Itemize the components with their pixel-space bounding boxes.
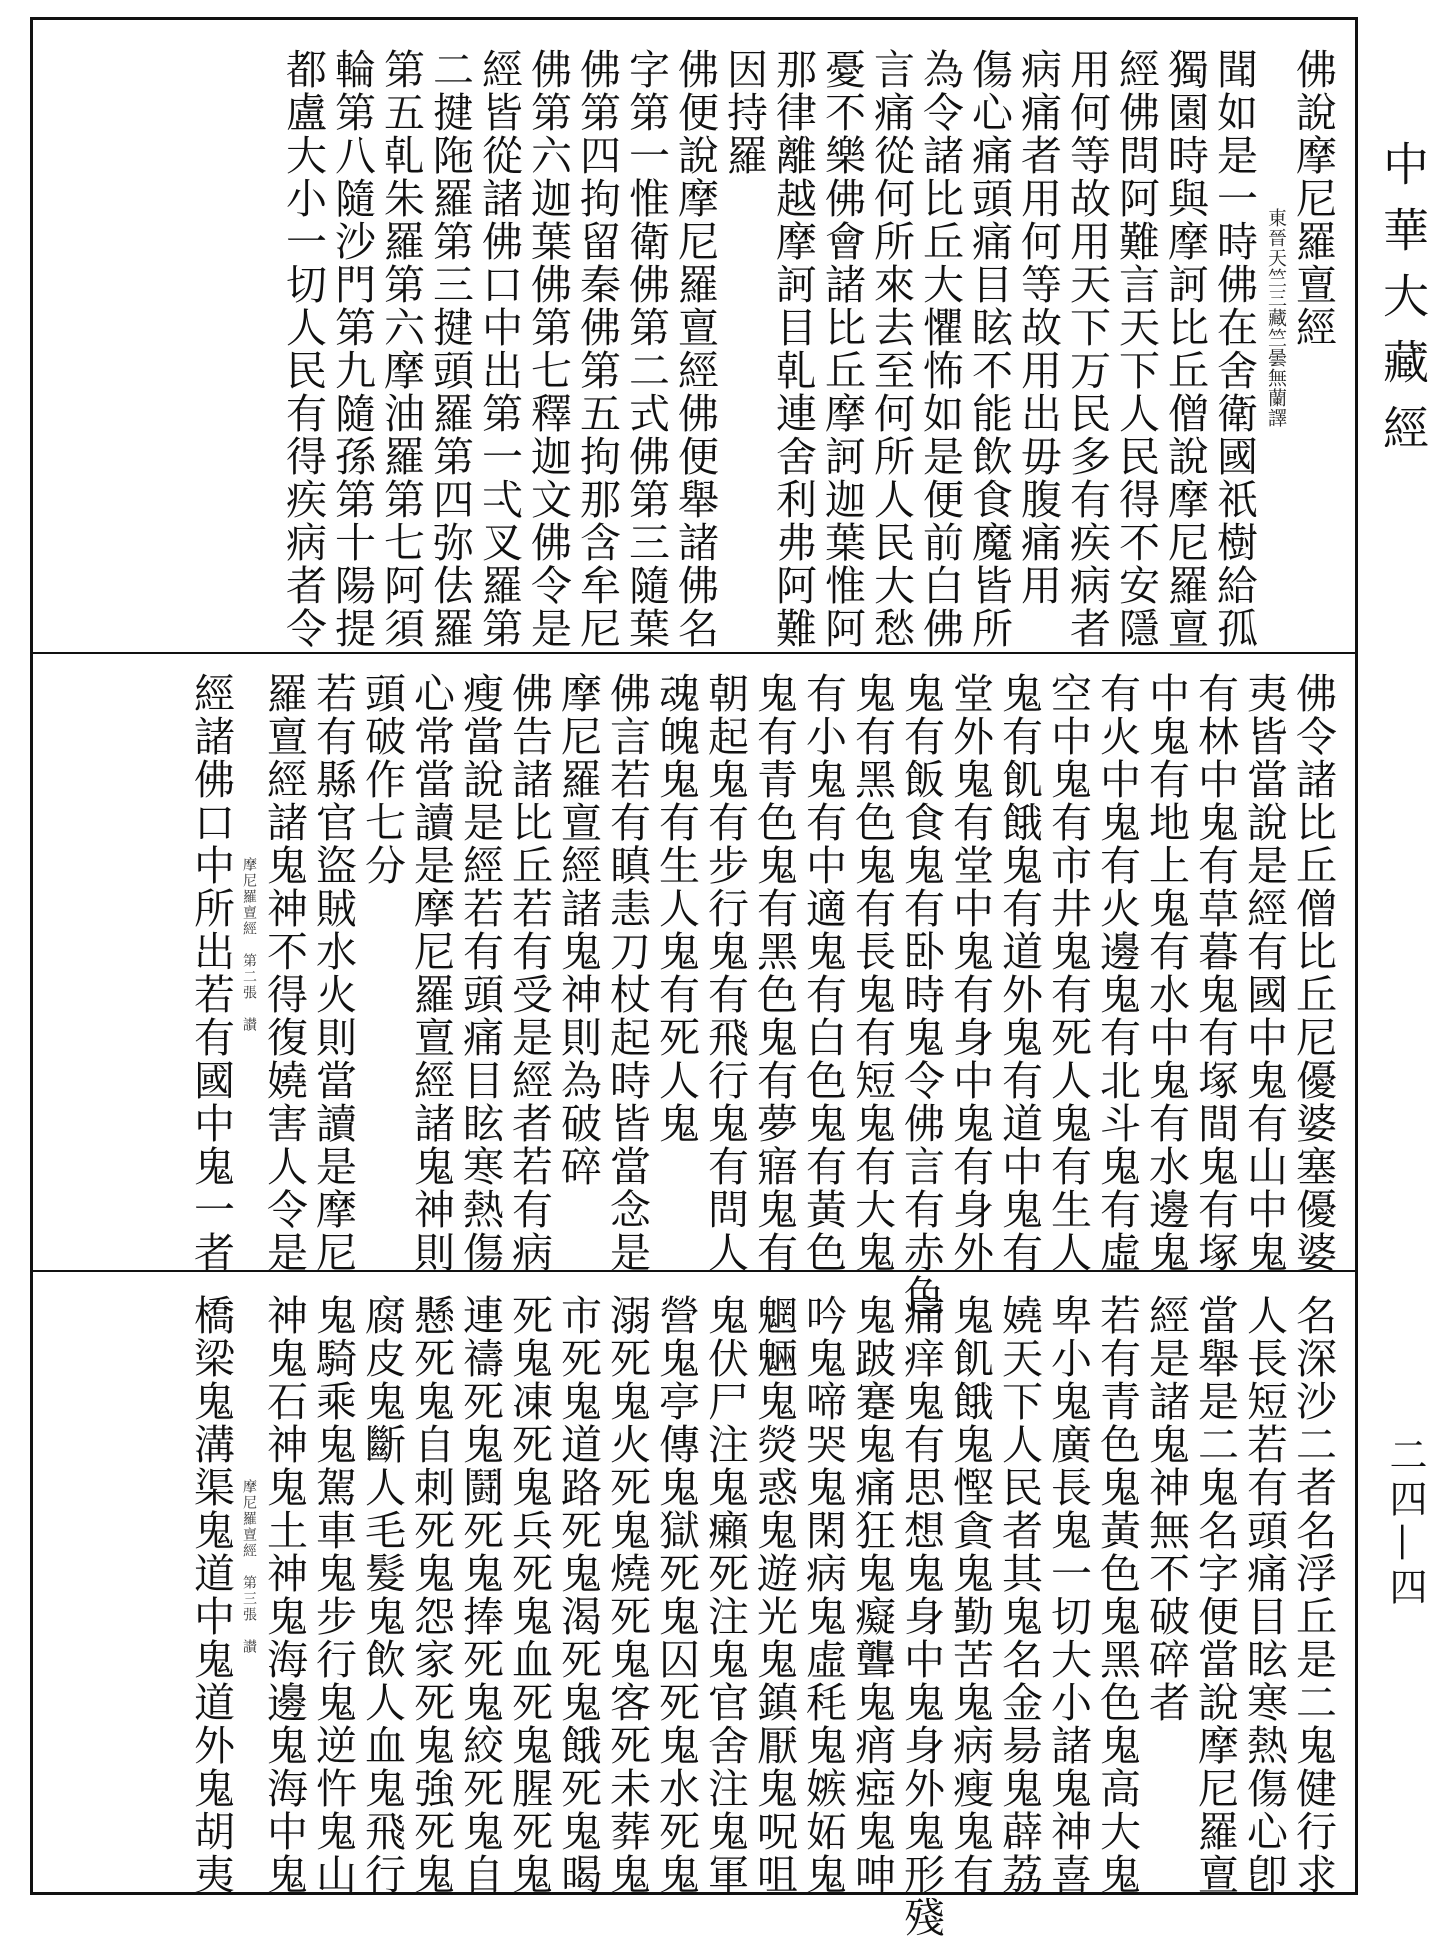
text-line: 朝起鬼有步行鬼有飛行鬼有問人 [701, 672, 749, 1274]
text-line: 吟鬼啼哭鬼閑病鬼虛秏鬼嫉妬鬼 [799, 1294, 847, 1896]
text-line: 鬼有飢餓鬼有道外鬼有道中鬼有 [995, 672, 1043, 1274]
text-line: 痛痒鬼有思想鬼身中鬼身外鬼形殘 [897, 1294, 945, 1939]
text-line: 當舉是二鬼名字便當說摩尼羅亶 [1191, 1294, 1239, 1896]
text-line: 連禱死鬼鬪死鬼捧死鬼絞死鬼自 [456, 1294, 504, 1896]
text-line: 夷皆當說是經有國中鬼有山中鬼 [1240, 672, 1288, 1274]
text-line: 言痛從何所來去至何所人民大愁 [867, 48, 915, 650]
text-line: 鬼伏尸注鬼癩死注鬼官舍注鬼軍 [701, 1294, 749, 1896]
text-line: 神鬼石神鬼土神鬼海邊鬼海中鬼 [260, 1294, 308, 1896]
text-line: 摩尼羅亶經諸鬼神則為破碎 [554, 672, 602, 1188]
text-line: 佛第四拘留秦佛第五拘那含牟尼 [573, 48, 621, 650]
panel-top [33, 20, 1355, 652]
text-line: 都盧大小一切人民有得疾病者令 [279, 48, 327, 650]
text-line: 瘦當說是經若有頭痛目眩寒熱傷 [456, 672, 504, 1274]
text-line: 有火中鬼有火邊鬼有北斗鬼有虛 [1093, 672, 1141, 1274]
text-line: 二揵陁羅第三揵頭羅第四弥佉羅 [426, 48, 474, 650]
text-line: 鬼有飯食鬼有卧時鬼令佛言有赤色 [897, 672, 945, 1317]
text-line: 經皆從諸佛口中出第一弌叉羅第 [475, 48, 523, 650]
page-number: 二四—四 [1383, 1435, 1427, 1611]
text-line: 佛令諸比丘僧比丘尼優婆塞優婆 [1289, 672, 1337, 1274]
translator-line: 東晉天竺三藏竺曇無蘭譯 [1265, 208, 1287, 428]
text-line: 鬼飢餓鬼慳貪鬼勤苦鬼病瘦鬼有 [946, 1294, 994, 1896]
text-line: 懸死鬼自刺死鬼怨家死鬼強死鬼 [407, 1294, 455, 1896]
text-line: 魂魄鬼有生人鬼有死人鬼 [652, 672, 700, 1145]
text-line: 溺死鬼火死鬼燒死鬼客死未葬鬼 [603, 1294, 651, 1896]
text-line: 經佛問阿難言天下人民得不安隱 [1112, 48, 1160, 650]
text-line: 鬼有青色鬼有黑色鬼有夢寤鬼有 [750, 672, 798, 1274]
text-line: 名深沙二者名浮丘是二鬼健行求 [1289, 1294, 1337, 1896]
text-line: 鬼跛蹇鬼痛狂鬼癡聾鬼痟瘂鬼呻 [848, 1294, 896, 1896]
text-line: 橋梁鬼溝渠鬼道中鬼道外鬼胡夷 [187, 1294, 235, 1896]
text-line: 市死鬼道路死鬼渴死鬼餓死鬼暍 [554, 1294, 602, 1896]
text-line: 嬈天下人民者其鬼名金昜鬼薜荔 [995, 1294, 1043, 1896]
text-line: 為令諸比丘大懼怖如是便前白佛 [916, 48, 964, 650]
text-line: 空中鬼有市井鬼有死人鬼有生人 [1044, 672, 1092, 1274]
text-line: 憂不樂佛會諸比丘摩訶迦葉惟阿 [818, 48, 866, 650]
text-line: 若有縣官盜賊水火則當讀是摩尼 [309, 672, 357, 1274]
text-line: 中鬼有地上鬼有水中鬼有水邊鬼 [1142, 672, 1190, 1274]
text-line: 魍魎鬼熒惑鬼遊光鬼鎮厭鬼呪咀 [750, 1294, 798, 1896]
text-line: 第五乹朱羅第六摩油羅第七阿須 [377, 48, 425, 650]
text-line: 用何等故用天下万民多有疾病者 [1063, 48, 1111, 650]
text-line: 鬼騎乘鬼駕車鬼步行鬼逆忤鬼山 [309, 1294, 357, 1896]
text-line: 腐皮鬼斷人毛髮鬼飲人血鬼飛行 [358, 1294, 406, 1896]
text-line: 若有青色鬼黃色鬼黑色鬼高大鬼 [1093, 1294, 1141, 1896]
text-line: 堂外鬼有堂中鬼有身中鬼有身外 [946, 672, 994, 1274]
collection-title: 中華大藏經 [1376, 140, 1430, 470]
text-line: 死鬼凍死鬼兵死鬼血死鬼腥死鬼 [505, 1294, 553, 1896]
text-line: 佛告諸比丘若有受是經者若有病 [505, 672, 553, 1274]
panel-middle [33, 652, 1355, 1317]
text-line: 經諸佛口中所出若有國中鬼一者 [187, 672, 235, 1274]
text-line: 佛說摩尼羅亶經 [1289, 48, 1337, 349]
text-line: 羅亶經諸鬼神不得復嬈害人令是 [260, 672, 308, 1274]
text-line: 字第一惟衛佛第二式佛第三隨葉 [622, 48, 670, 650]
text-line: 人長短若有頭痛目眩寒熱傷心卽 [1240, 1294, 1288, 1896]
text-line: 傷心痛頭痛目眩不能飲食魔皆所 [965, 48, 1013, 650]
text-line: 佛言若有瞋恚刀杖起時皆當念是 [603, 672, 651, 1274]
page-frame [30, 17, 1358, 1939]
text-line: 聞如是一時佛在舍衛國祇樹給孤 [1210, 48, 1258, 650]
text-line: 病痛者用何等故用出毋腹痛用 [1014, 48, 1062, 607]
text-line: 佛便說摩尼羅亶經佛便舉諸佛名 [671, 48, 719, 650]
text-line: 有林中鬼有草暮鬼有塚間鬼有塚 [1191, 672, 1239, 1274]
text-line: 營鬼亭傳鬼獄死鬼囚死鬼水死鬼 [652, 1294, 700, 1896]
text-line: 卑小鬼廣長鬼一切大小諸鬼神喜 [1044, 1294, 1092, 1896]
panel-footer: 摩尼羅亶經 第二張 讃 [241, 857, 257, 1033]
text-line: 佛第六迦葉佛第七釋迦文佛令是 [524, 48, 572, 650]
panel-bottom [33, 1270, 1355, 1939]
text-line: 輪第八隨沙門第九隨孫第十陽提 [328, 48, 376, 650]
text-line: 鬼有黑色鬼有長鬼有短鬼有大鬼 [848, 672, 896, 1274]
panel-footer: 摩尼羅亶經 第三張 讃 [241, 1479, 257, 1655]
text-line: 有小鬼有中適鬼有白色鬼有黃色 [799, 672, 847, 1274]
text-line: 經是諸鬼神無不破碎者 [1142, 1294, 1190, 1724]
text-line: 頭破作七分 [358, 672, 406, 887]
text-line: 因持羅 [720, 48, 768, 177]
text-line: 獨園時與摩訶比丘僧說摩尼羅亶 [1161, 48, 1209, 650]
text-line: 心常當讀是摩尼羅亶經諸鬼神則 [407, 672, 455, 1274]
text-line: 那律離越摩訶目乹連舍利弗阿難 [769, 48, 817, 650]
